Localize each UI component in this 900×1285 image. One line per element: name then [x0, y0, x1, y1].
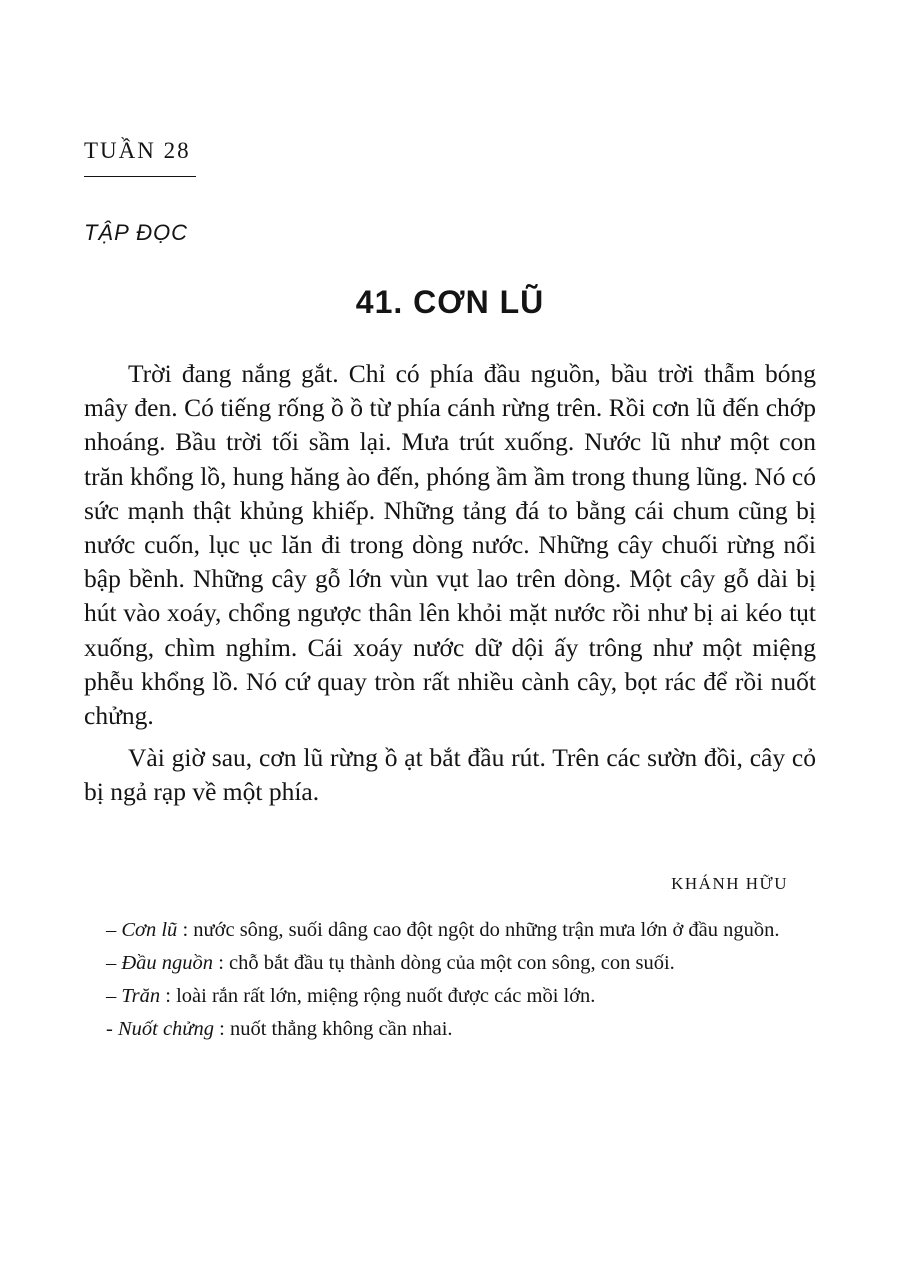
week-label: TUẦN 28	[84, 138, 191, 163]
glossary-item	[84, 984, 816, 1009]
glossary-dash: -	[106, 1018, 113, 1040]
glossary-item	[84, 918, 816, 943]
glossary-definition: loài rắn rất lớn, miệng rộng nuốt được các mồi lớn.	[176, 985, 596, 1007]
glossary-separator: :	[213, 952, 230, 974]
glossary-item	[84, 1017, 816, 1042]
paragraph-2: Vài giờ sau, cơn lũ rừng ồ ạt bắt đầu rút. Trên các sườn đồi, cây cỏ bị ngả rạp về một phía.	[84, 743, 816, 807]
glossary-dash: –	[106, 985, 117, 1007]
glossary-separator: :	[213, 1018, 230, 1040]
glossary-definition: nuốt thẳng không cần nhai.	[229, 1018, 453, 1040]
glossary-term: Nuốt chửng	[117, 1018, 214, 1040]
glossary	[84, 918, 816, 1050]
glossary-term: Trăn	[121, 985, 161, 1007]
glossary-definition: nước sông, suối dâng cao đột ngột do những trận mưa lớn ở đầu nguồn.	[193, 919, 780, 941]
glossary-dash: –	[106, 919, 117, 941]
glossary-dash: –	[106, 952, 117, 974]
glossary-separator: :	[177, 919, 194, 941]
glossary-definition: chỗ bắt đầu tụ thành dòng của một con sông, con suối.	[229, 952, 675, 974]
section-label: TẬP ĐỌC	[84, 220, 188, 245]
lesson-title: 41. CƠN LŨ	[355, 284, 545, 320]
glossary-term: Đầu nguồn	[121, 952, 214, 974]
lesson-body	[84, 357, 816, 818]
glossary-item	[84, 951, 816, 976]
glossary-separator: :	[160, 985, 177, 1007]
author-name: KHÁNH HỮU	[671, 874, 788, 893]
paragraph-1: Trời đang nắng gắt. Chỉ có phía đầu nguồn, bầu trời thẫm bóng mây đen. Có tiếng rống ồ ồ từ phía cánh rừng trên. Rồi cơn lũ đến chớp nhoáng. Bầu trời tối sầm lại. Mưa trút xuống. Nước lũ như một con trăn khổng lồ, hung hăng ào đến, phóng ầm ầm trong thung lũng. Nó có sức mạnh thật khủng khiếp. Những tảng đá to bằng cái chum cũng bị nước cuốn, lục ục lăn đi trong dòng nước. Những cây chuối rừng nổi bập bềnh. Những cây gỗ lớn vùn vụt lao trên dòng. Một cây gỗ dài bị hút vào xoáy, chổng ngược thân lên khỏi mặt nước rồi như bị ai kéo tụt xuống, chìm nghỉm. Cái xoáy nước dữ dội ấy trông như một miệng phễu khổng lồ. Nó cứ quay tròn rất nhiều cành cây, bọt rác để rồi nuốt chửng.	[84, 359, 816, 731]
glossary-term: Cơn lũ	[121, 919, 178, 941]
week-underline	[84, 176, 196, 177]
